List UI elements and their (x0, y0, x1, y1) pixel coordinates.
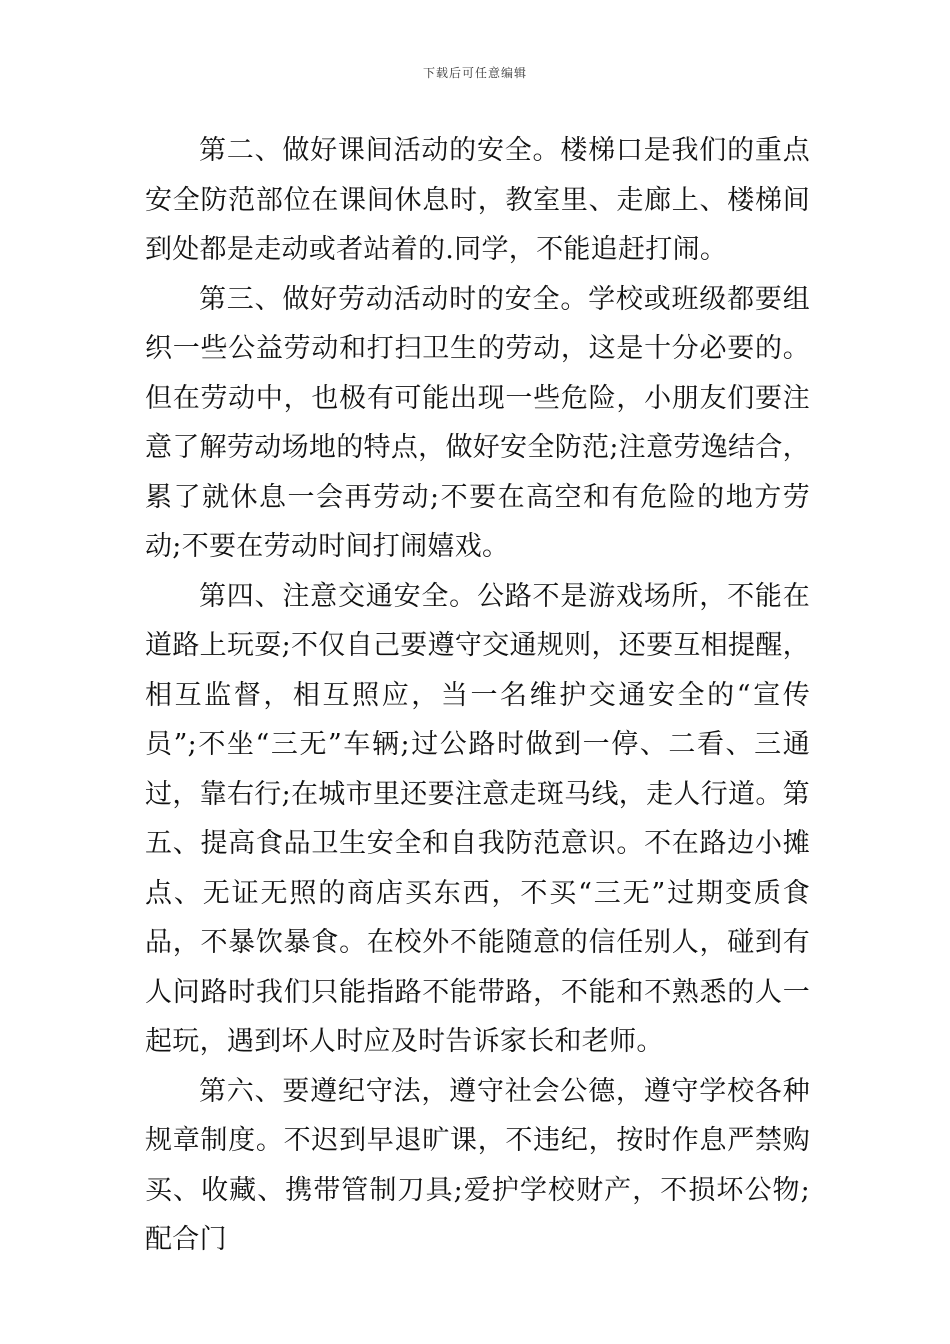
document-body (145, 126, 810, 1265)
page-header: 下载后可任意编辑 (422, 66, 527, 80)
paragraph-traffic-food-safety: 第四、注意交通安全。公路不是游戏场所，不能在道路上玩耍;不仅自己要遵守交通规则，还要互相提醒，相互监督，相互照应，当一名维护交通安全的“宣传员”;不坐“三无”车辆;过公路时做到一停、二看、三通过，靠右行;在城市里还要注意走斑马线，走人行道。第五、提高食品卫生安全和自我防范意识。不在路边小摊点、无证无照的商店买东西，不买“三无”过期变质食品，不暴饮暴食。在校外不能随意的信任别人，碰到有人问路时我们只能指路不能带路，不能和不熟悉的人一起玩，遇到坏人时应及时告诉家长和老师。 (145, 580, 810, 1057)
paragraph-labor-safety: 第三、做好劳动活动时的安全。学校或班级都要组织一些公益劳动和打扫卫生的劳动，这是十分必要的。但在劳动中，也极有可能出现一些危险，小朋友们要注意了解劳动场地的特点，做好安全防范;注意劳逸结合，累了就休息一会再劳动;不要在高空和有危险的地方劳动;不要在劳动时间打闹嬉戏。 (145, 283, 810, 562)
paragraph-classroom-safety: 第二、做好课间活动的安全。楼梯口是我们的重点安全防范部位在课间休息时，教室里、走廊上、楼梯间到处都是走动或者站着的.同学，不能追赶打闹。 (145, 135, 810, 265)
paragraph-discipline: 第六、要遵纪守法，遵守社会公德，遵守学校各种规章制度。不迟到早退旷课，不违纪，按时作息严禁购买、收藏、携带管制刀具;爱护学校财产，不损坏公物;配合门 (145, 1075, 810, 1255)
